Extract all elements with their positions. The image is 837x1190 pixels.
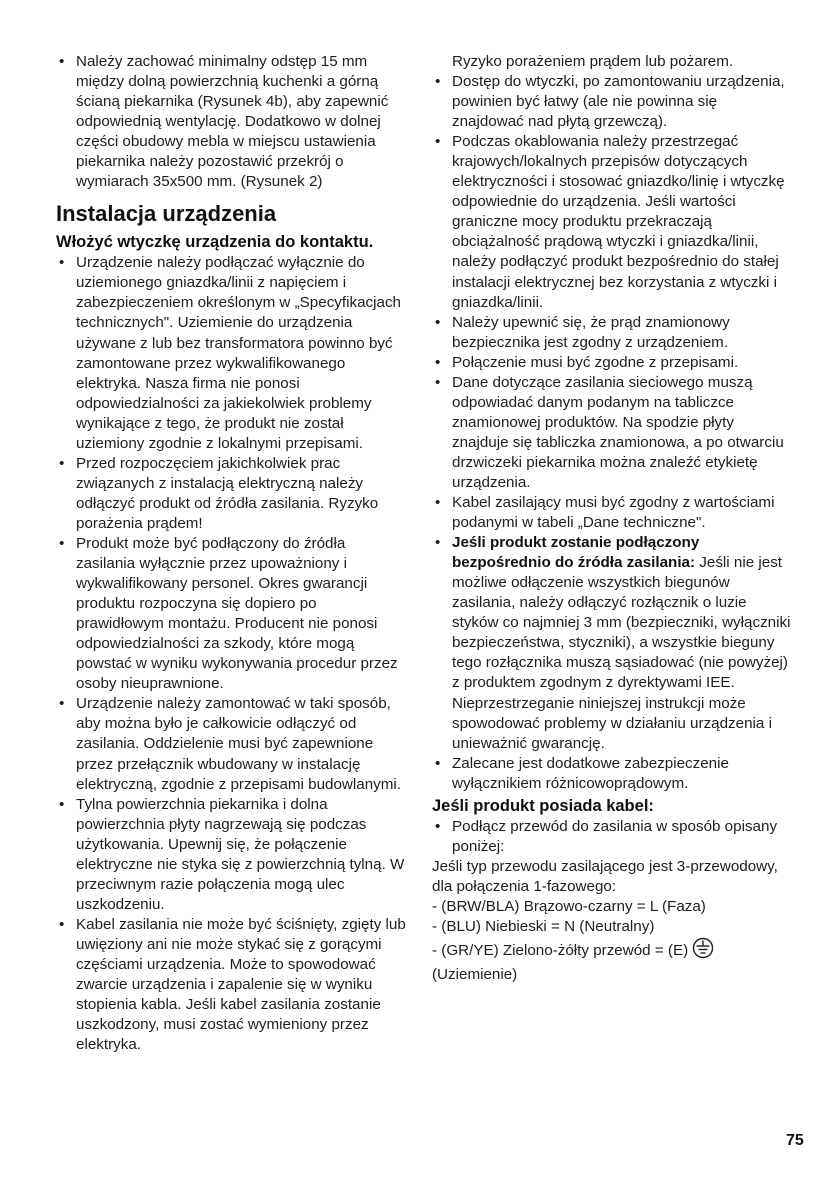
- list-item: • Kabel zasilania nie może być ściśnięty, zgięty lub uwięziony ani nie może stykać się z gorącymi częściami urządzenia. Może to spowodować zwarcie urządzenia i zapalenie się w wyniku stopienia kabla. Jeśli kabel zasilania zostanie uszkodzony, musi zostać wymieniony przez elektryka.: [56, 915, 408, 1055]
- wire-green-yellow-text: - (GR/YE) Zielono-żółty przewód = (E): [432, 942, 689, 960]
- wire-blue: - (BLU) Niebieski = N (Neutralny): [432, 917, 655, 935]
- list-item: • Urządzenie należy zamontować w taki sposób, aby można było je całkowicie odłączyć od zasilania. Oddzielenie musi być zapewnione przez przełącznik wbudowany w instalację elektryczną, zgodnie z przepisami budowlanymi.: [56, 694, 408, 794]
- list-item: • Kabel zasilający musi być zgodny z wartościami podanymi w tabeli „Dane techniczne".: [432, 493, 792, 533]
- list-item: • Dane dotyczące zasilania sieciowego muszą odpowiadać danym podanym na tabliczce znamionowej produktów. Na spodzie płyty znajduje się tabliczka znamionowa, a po otwarciu drzwiczeki piekarnika można znaleźć etykietę urządzenia.: [432, 373, 792, 493]
- list-item: • Przed rozpoczęciem jakichkolwiek prac związanych z instalacją elektryczną należy odłączyć produkt od źródła zasilania. Ryzyko porażenia prądem!: [56, 454, 408, 534]
- list-item: • Połączenie musi być zgodne z przepisami.: [432, 353, 792, 373]
- right-column: [432, 52, 792, 985]
- ventilation-bullet: • Należy zachować minimalny odstęp 15 mm między dolną powierzchnią kuchenki a górną ścianą piekarnika (Rysunek 4b), aby zapewnić odpowiednią wentylację. Dodatkowo w dolnej części obudowy mebla w miejscu ustawienia piekarnika należy pozostawić przekrój o wymiarach 35x500 mm. (Rysunek 2): [56, 52, 408, 192]
- earth-label: (Uziemienie): [432, 966, 518, 984]
- section-heading: Instalacja urządzenia: [56, 201, 277, 227]
- direct-connection-bullet: [432, 533, 792, 754]
- direct-connection-text: Jeśli nie jest możliwe odłączenie wszystkich biegunów zasilania, należy odłączyć rozłącznik o luzie styków co najmniej 3 mm (bezpieczniki, wyłączniki bezpieczeństwa, styczniki), a wszystkie bieguny tego rozłącznika muszą sąsiadować (nie powyżej) z produktem zgodnym z dyrektywami IEE. Nieprzestrzeganie niniejszej instrukcji może spowodować problemy w działaniu urządzenia i unieważnić gwarancję.: [452, 554, 791, 752]
- list-item: • Podczas okablowania należy przestrzegać krajowych/lokalnych przepisów dotyczących elektryczności i stosować gniazdko/linię i wtyczkę odpowiednie do urządzenia. Jeśli wartości graniczne mocy produktu przekraczają obciążalność prądową wtyczki i gniazdka/linii, należy podłączyć produkt bezpośrednio do stałej instalacji elektrycznej bez korzystania z wtyczki i gniazdka/linii.: [432, 132, 792, 312]
- page-number: 75: [786, 1132, 804, 1149]
- list-item: • Należy upewnić się, że prąd znamionowy bezpiecznika jest zgodny z urządzeniem.: [432, 313, 792, 353]
- cable-heading: Jeśli produkt posiada kabel:: [432, 796, 654, 815]
- section-subheading: Włożyć wtyczkę urządzenia do kontaktu.: [56, 233, 374, 252]
- wire-green-yellow: [432, 937, 792, 965]
- earth-ground-icon: [692, 937, 714, 965]
- list-item: • Tylna powierzchnia piekarnika i dolna powierzchnia płyty nagrzewają się podczas użytkowania. Upewnij się, że połączenie elektryczne nie styka się z powierzchnią tylną. W przeciwnym razie połączenia mogą ulec uszkodzeniu.: [56, 795, 408, 915]
- list-item: • Dostęp do wtyczki, po zamontowaniu urządzenia, powinien być łatwy (ale nie powinna się znajdować nad płytą grzewczą).: [432, 72, 792, 132]
- continuation-text: Ryzyko porażeniem prądem lub pożarem.: [452, 53, 734, 70]
- cable-type-text: Jeśli typ przewodu zasilającego jest 3-przewodowy, dla połączenia 1-fazowego:: [432, 857, 778, 895]
- list-item: • Podłącz przewód do zasilania w sposób opisany poniżej:: [432, 817, 792, 857]
- list-item: • Zalecane jest dodatkowe zabezpieczenie wyłącznikiem różnicowoprądowym.: [432, 754, 792, 794]
- list-item: • Urządzenie należy podłączać wyłącznie do uziemionego gniazdka/linii z napięciem i zabezpieczeniem określonym w „Specyfikacjach technicznych". Uziemienie do urządzenia używane z lub bez transformatora powinno być zamontowane przez wykwalifikowanego elektryka. Nasza firma nie ponosi odpowiedzialności za jakiekolwiek problemy wynikające z tego, że produkt nie został uziemiony zgodnie z lokalnymi przepisami.: [56, 253, 408, 453]
- left-column: [56, 52, 408, 1055]
- list-item: • Produkt może być podłączony do źródła zasilania wyłącznie przez upoważniony i wykwalifikowany personel. Okres gwarancji produktu rozpoczyna się dopiero po prawidłowym montażu. Producent nie ponosi odpowiedzialności za szkody, które mogą powstać w wyniku wykonywania procedur przez osoby nieuprawnione.: [56, 534, 408, 694]
- direct-connection-bold: Jeśli produkt zostanie podłączony bezpośrednio do źródła zasilania:: [452, 534, 700, 572]
- wire-brown: - (BRW/BLA) Brązowo-czarny = L (Faza): [432, 897, 706, 915]
